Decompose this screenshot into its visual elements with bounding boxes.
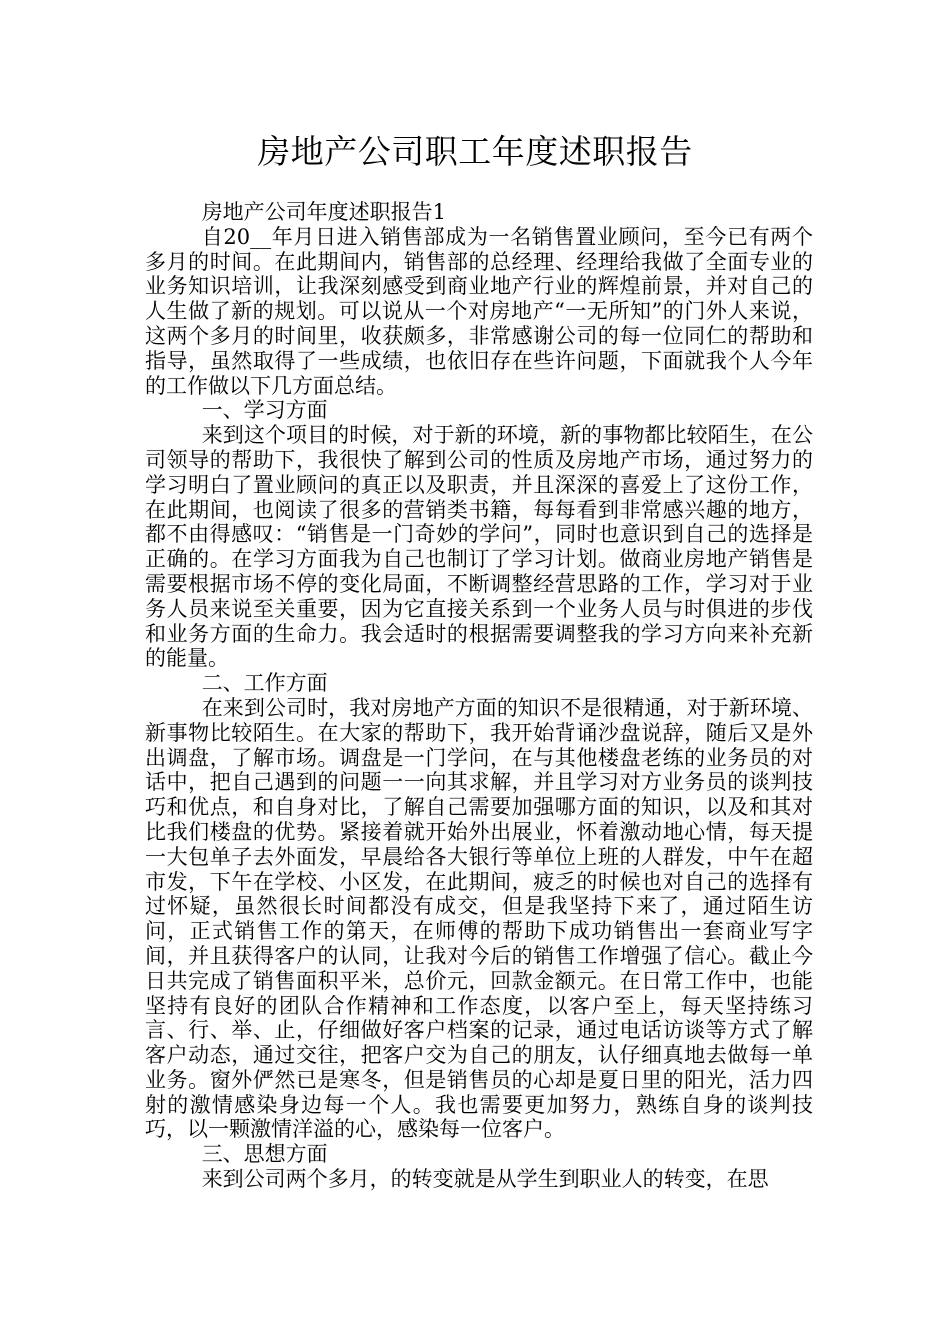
work-paragraph: 在来到公司时，我对房地产方面的知识不是很精通，对于新环境、新事物比较陌生。在大家的帮助下，我开始背诵沙盘说辞，随后又是外出调盘，了解市场。调盘是一门学问，在与其他楼盘老练的业务员的对话中，把自己遇到的问题一一向其求解，并且学习对方业务员的谈判技巧和优点，和自身对比，了解自己需要加强哪方面的知识，以及和其对比我们楼盘的优势。紧接着就开始外出展业，怀着激动地心情，每天提一大包单子去外面发，早晨给各大银行等单位上班的人群发，中午在超市发，下午在学校、小区发，在此期间，疲乏的时候也对自己的选择有过怀疑，虽然很长时间都没有成交，但是我坚持下来了，通过陌生访问，正式销售工作的第天，在师傅的帮助下成功销售出一套商业写字间，并且获得客户的认同，让我对今后的销售工作增强了信心。截止今日共完成了销售面积平米，总价元，回款金额元。在日常工作中，也能坚持有良好的团队合作精神和工作态度，以客户至上，每天坚持练习言、行、举、止，仔细做好客户档案的记录，通过电话访谈等方式了解客户动态，通过交往，把客户交为自己的朋友，认仔细真地去做每一单业务。窗外俨然已是寒冬，但是销售员的心却是夏日里的阳光，活力四射的激情感染身边每一个人。我也需要更加努力，熟练自身的谈判技巧，以一颗激情洋溢的心，感染每一位客户。 <box>145 695 813 1142</box>
section-heading-thought: 三、思想方面 <box>201 1142 328 1167</box>
section-heading-study: 一、学习方面 <box>201 398 328 423</box>
study-paragraph: 来到这个项目的时候，对于新的环境，新的事物都比较陌生，在公司领导的帮助下，我很快了解到公司的性质及房地产市场，通过努力的学习明白了置业顾问的真正以及职责，并且深深的喜爱上了这份工作，在此期间，也阅读了很多的营销类书籍，每每看到非常感兴趣的地方，都不由得感叹：“销售是一门奇妙的学问”，同时也意识到自己的选择是正确的。在学习方面我为自己也制订了学习计划。做商业房地产销售是需要根据市场不停的变化局面，不断调整经营思路的工作，学习对于业务人员来说至关重要，因为它直接关系到一个业务人员与时俱进的步伐和业务方面的生命力。我会适时的根据需要调整我的学习方向来补充新的能量。 <box>145 423 813 671</box>
intro-paragraph: 自20__年月日进入销售部成为一名销售置业顾问，至今已有两个多月的时间。在此期间内，销售部的总经理、经理给我做了全面专业的业务知识培训，让我深刻感受到商业地产行业的辉煌前景，并对自己的人生做了新的规划。可以说从一个对房地产“一无所知”的门外人来说，这两个多月的时间里，收获颇多，非常感谢公司的每一位同仁的帮助和指导，虽然取得了一些成绩，也依旧存在些许问题，下面就我个人今年的工作做以下几方面总结。 <box>145 224 813 398</box>
report-subtitle: 房地产公司年度述职报告1 <box>201 200 447 224</box>
document-title: 房地产公司职工年度述职报告 <box>257 132 693 171</box>
document-body <box>145 200 813 1192</box>
thought-paragraph: 来到公司两个多月，的转变就是从学生到职业人的转变，在思 <box>201 1167 769 1192</box>
section-heading-work: 二、工作方面 <box>201 671 328 696</box>
